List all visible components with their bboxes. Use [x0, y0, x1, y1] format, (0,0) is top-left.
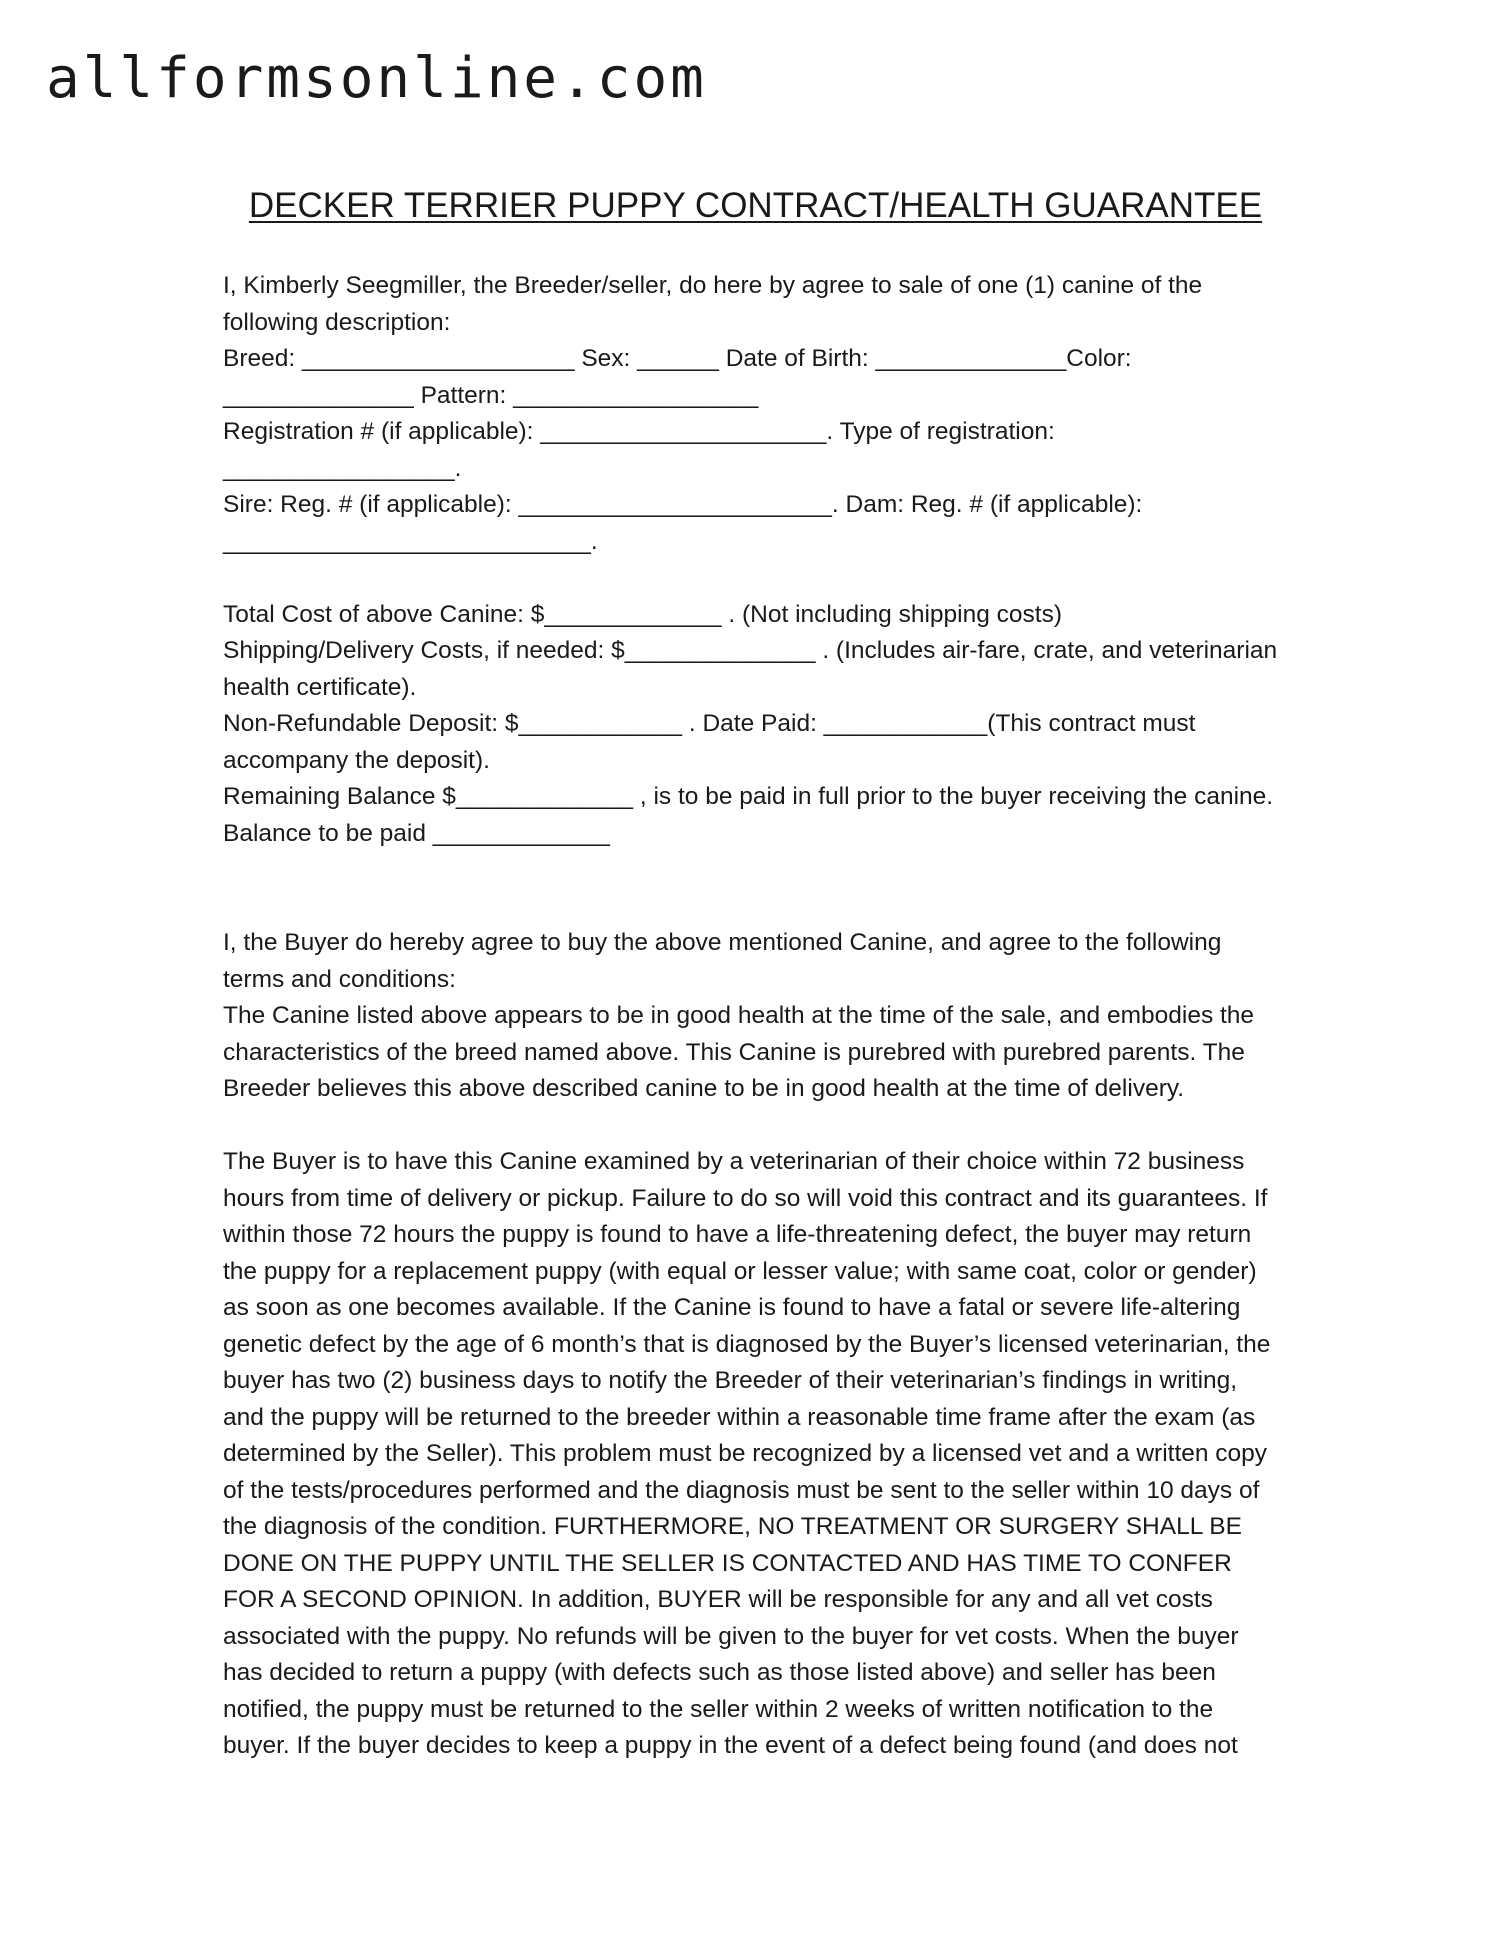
health-guarantee-section [223, 1144, 1293, 1765]
registration-line: Registration # (if applicable): _____________________. Type of registration: [223, 418, 1055, 445]
sire-dam-line: Sire: Reg. # (if applicable): _______________________. Dam: Reg. # (if applicable): [223, 491, 1143, 518]
balance-paid-line: Balance to be paid _____________ [223, 819, 610, 847]
text-line: has decided to return a puppy (with defects such as those listed above) and seller has been [223, 1659, 1216, 1686]
paragraph-gap [223, 852, 1293, 925]
text-line: DONE ON THE PUPPY UNTIL THE SELLER IS CONTACTED AND HAS TIME TO CONFER [223, 1549, 1232, 1577]
text-line: I, the Buyer do hereby agree to buy the above mentioned Canine, and agree to the following [223, 929, 1222, 956]
text-line: I, Kimberly Seegmiller, the Breeder/seller, do here by agree to sale of one (1) canine of the [223, 272, 1203, 299]
cost-section [223, 597, 1293, 853]
text-line: genetic defect by the age of 6 month’s that is diagnosed by the Buyer’s licensed veterinarian, the [223, 1330, 1271, 1358]
remaining-balance-line: Remaining Balance $_____________ , is to be paid in full prior to the buyer receiving the canine. [223, 783, 1274, 810]
text-line: the puppy for a replacement puppy (with equal or lesser value; with same coat, color or gender) [223, 1257, 1257, 1285]
text-line: notified, the puppy must be returned to the seller within 2 weeks of written notification to the [223, 1695, 1214, 1723]
text-line: health certificate). [223, 673, 417, 701]
text-line: The Canine listed above appears to be in good health at the time of the sale, and embodies the [223, 1002, 1255, 1029]
text-line: hours from time of delivery or pickup. Failure to do so will void this contract and its guarantees. If [223, 1184, 1268, 1212]
text-line: accompany the deposit). [223, 746, 490, 774]
dam-reg-line: ___________________________. [223, 527, 598, 555]
text-line: and the puppy will be returned to the breeder within a reasonable time frame after the exam (as [223, 1403, 1256, 1431]
document-title: DECKER TERRIER PUPPY CONTRACT/HEALTH GUARANTEE [248, 186, 1263, 225]
site-watermark: allformsonline.com [46, 46, 707, 111]
paragraph-gap [223, 560, 1293, 597]
buyer-agreement-section [223, 925, 1293, 1108]
text-line: buyer has two (2) business days to notify the Breeder of their veterinarian’s findings in writing, [223, 1367, 1238, 1394]
text-line: Breeder believes this above described canine to be in good health at the time of delivery. [223, 1075, 1185, 1102]
text-line: buyer. If the buyer decides to keep a puppy in the event of a defect being found (and does not [223, 1732, 1238, 1759]
text-line: as soon as one becomes available. If the Canine is found to have a fatal or severe life-altering [223, 1294, 1241, 1321]
total-cost-line: Total Cost of above Canine: $_____________ . (Not including shipping costs) [223, 600, 1062, 628]
deposit-line: Non-Refundable Deposit: $____________ . Date Paid: ____________(This contract must [223, 710, 1196, 737]
seller-description-section [223, 268, 1293, 560]
text-line: characteristics of the breed named above. This Canine is purebred with purebred parents. The [223, 1038, 1245, 1066]
text-line: the diagnosis of the condition. FURTHERMORE, NO TREATMENT OR SURGERY SHALL BE [223, 1513, 1242, 1540]
document-body [223, 268, 1293, 1765]
shipping-cost-line: Shipping/Delivery Costs, if needed: $______________ . (Includes air-fare, crate, and veterinarian [223, 637, 1278, 664]
text-line: of the tests/procedures performed and the diagnosis must be sent to the seller within 10 days of [223, 1476, 1260, 1504]
text-line: determined by the Seller). This problem must be recognized by a licensed vet and a written copy [223, 1440, 1268, 1467]
text-line: The Buyer is to have this Canine examined by a veterinarian of their choice within 72 business [223, 1148, 1245, 1175]
text-line: terms and conditions: [223, 965, 456, 993]
text-line: associated with the puppy. No refunds will be given to the buyer for vet costs. When the buyer [223, 1622, 1239, 1650]
text-line: FOR A SECOND OPINION. In addition, BUYER will be responsible for any and all vet costs [223, 1586, 1213, 1613]
text-line: following description: [223, 308, 451, 336]
text-line: within those 72 hours the puppy is found to have a life-threatening defect, the buyer may return [223, 1221, 1252, 1248]
registration-type-line: _________________. [223, 454, 462, 482]
breed-sex-dob-color-line: Breed: ____________________ Sex: ______ Date of Birth: ______________Color: [223, 345, 1132, 372]
paragraph-gap [223, 1108, 1293, 1145]
color-pattern-line: ______________ Pattern: __________________ [223, 381, 759, 409]
